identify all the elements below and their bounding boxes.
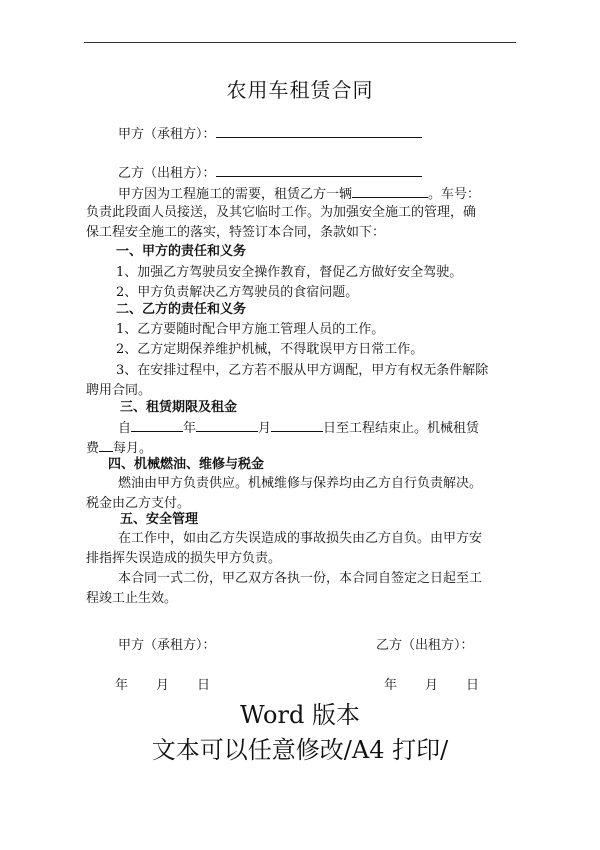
period-day-blank[interactable] bbox=[271, 418, 323, 432]
sign-date-a bbox=[115, 677, 210, 695]
section-5-line-2: 排指挥失误造成的损失甲方负责。 bbox=[86, 551, 282, 566]
section-5-line-3: 本合同一式二份，甲乙双方各执一份，本合同自签定之日起至工 bbox=[118, 571, 483, 586]
section-3-heading: 三、租赁期限及租金 bbox=[120, 400, 238, 415]
sign-b-year: 年 bbox=[384, 678, 398, 693]
document-title: 农用车租赁合同 bbox=[226, 78, 374, 102]
intro-text-1a: 甲方因为工程施工的需要，租赁乙方一辆 bbox=[118, 187, 353, 202]
sign-date-b bbox=[384, 677, 479, 695]
fee-blank[interactable] bbox=[99, 438, 113, 452]
period-year-label: 年 bbox=[183, 421, 197, 436]
fee-label: 费 bbox=[86, 441, 100, 456]
period-month-blank[interactable] bbox=[196, 418, 258, 432]
section-5-heading: 五、安全管理 bbox=[120, 512, 199, 527]
section-2-heading: 二、乙方的责任和义务 bbox=[116, 302, 247, 317]
sign-a-month: 月 bbox=[156, 678, 170, 693]
footer-word-version: Word 版本 bbox=[240, 701, 360, 729]
party-b-label: 乙方（出租方）： bbox=[118, 166, 216, 181]
party-b-blank[interactable] bbox=[216, 163, 422, 177]
period-month-label: 月 bbox=[258, 421, 272, 436]
section-1-item-2: 2、甲方负责解决乙方驾驶员的食宿问题。 bbox=[116, 285, 359, 300]
fee-monthly-label: 每月。 bbox=[113, 441, 153, 456]
party-a-label: 甲方（承租方）： bbox=[118, 127, 216, 142]
sign-party-a: 甲方（承租方）： bbox=[118, 638, 216, 653]
sign-party-b: 乙方（出租方）： bbox=[376, 638, 474, 653]
sign-a-year: 年 bbox=[115, 678, 129, 693]
period-from-label: 自 bbox=[118, 421, 132, 436]
footer-print-note: 文本可以任意修改/A4 打印/ bbox=[151, 736, 449, 764]
intro-line-3: 保工程安全施工的落实，特签订本合同，条款如下： bbox=[86, 225, 386, 240]
sign-b-day: 日 bbox=[466, 678, 480, 693]
section-2-item-3: 3、在安排过程中，乙方若不服从甲方调配，甲方有权无条件解除 bbox=[116, 363, 489, 378]
section-1-heading: 一、甲方的责任和义务 bbox=[116, 244, 247, 259]
sign-a-day: 日 bbox=[197, 678, 211, 693]
intro-line-2: 负责此段面人员接送，及其它临时工作。为加强安全施工的管理，确 bbox=[86, 205, 477, 220]
header-rule bbox=[84, 42, 516, 43]
section-2-item-2: 2、乙方定期保养维护机械，不得耽误甲方日常工作。 bbox=[116, 342, 424, 357]
party-a-line bbox=[118, 124, 422, 144]
section-1-item-1: 1、加强乙方驾驶员安全操作教育，督促乙方做好安全驾驶。 bbox=[116, 265, 463, 280]
section-4-line-2: 税金由乙方支付。 bbox=[86, 496, 191, 511]
sign-b-month: 月 bbox=[425, 678, 439, 693]
rental-period-line bbox=[118, 418, 479, 438]
party-a-blank[interactable] bbox=[216, 124, 422, 138]
section-4-line-1: 燃油由甲方负责供应。机械维修与保养均由乙方自行负责解决。 bbox=[118, 476, 483, 491]
rental-fee-line bbox=[86, 438, 152, 458]
section-2-item-1: 1、乙方要随时配合甲方施工管理人员的工作。 bbox=[116, 322, 385, 337]
period-tail-text: 日至工程结束止。机械租赁 bbox=[323, 421, 480, 436]
intro-text-1b: 。车号： bbox=[428, 187, 481, 202]
vehicle-blank[interactable] bbox=[352, 184, 428, 198]
party-b-line bbox=[118, 163, 422, 183]
section-2-item-3-cont: 聘用合同。 bbox=[86, 383, 152, 398]
section-5-line-1: 在工作中，如由乙方失误造成的事故损失由乙方自负。由甲方安 bbox=[118, 531, 483, 546]
section-5-line-4: 程竣工止生效。 bbox=[86, 591, 178, 606]
period-year-blank[interactable] bbox=[131, 418, 183, 432]
intro-line-1 bbox=[118, 184, 480, 204]
section-4-heading: 四、机械燃油、维修与税金 bbox=[108, 457, 265, 472]
